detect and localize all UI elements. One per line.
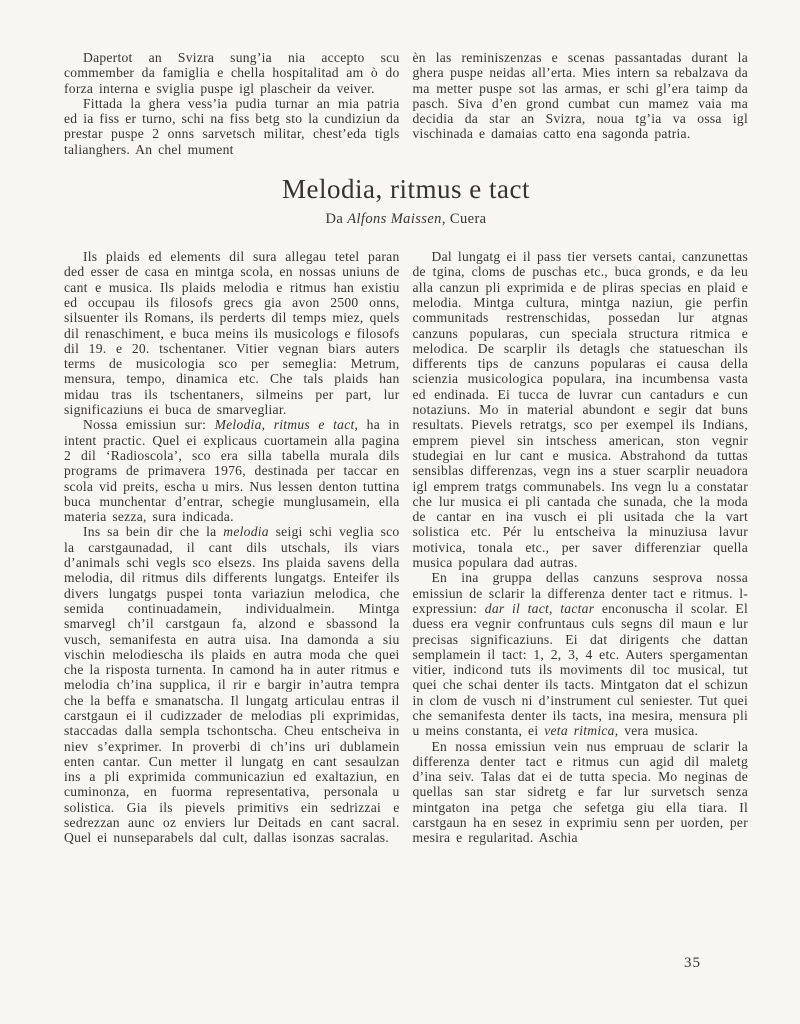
paragraph: En ina gruppa dellas canzuns sesprova nossa emissiun de sclarir la differenza denter tact e ritmus. l-expressiun: dar il tact, tactar enconuscha il scolar. El duess era vegnir confruntaus culs segns dil maun e lur precisas significaziuns. Ei dat dirigents che dattan semplamein il tact: 1, 2, 3, 4 etc. Auters spergamentan vitier, indicond tuts ils moviments dil toc musical, tut quei che schai denter ils tacts. Mintgaton dat el schizun in clom de vusch ni d’instrument cul seniester. Tut quei che semanifesta denter ils tacts, ina mesira, mensura pli u meins constanta, ei veta ritmica, vera musica. [412, 570, 748, 739]
article-body-section [64, 249, 748, 846]
paragraph: Ils plaids ed elements dil sura allegau tetel paran ded esser de casa en mintga scola, en nossas uniuns de cant e musica. Ils plaids melodia e ritmus han existiu ed occupau ils filosofs grecs gia avon 2500 onns, silsuenter ils Romans, ils perderts dil temps miez, quels dil renaschiment, e buca meins ils musicologs e filosofs dil 19. e 20. tschentaner. Vitier vegnan biars auters terms de musicologia sco per semeglia: Metrum, mensura, tempo, dinamica etc. Che tals plaids han midau tras ils tschentaners, silmeins per part, lur significaziuns ei buca de smarvegliar. [64, 249, 400, 418]
paragraph: Dapertot an Svizra sung’ia nia accepto scu commember da famiglia e chella hospitalitad am ò do forza interna e sviglia puspe igl plascheir da veiver. [64, 50, 400, 96]
author-name: Alfons Maissen [347, 211, 442, 228]
paragraph: Ins sa bein dir che la melodia seigi schi veglia sco la carstgaunadad, il cant dils utschals, ils viars d’animals schi vegls sco elsezs. Ins plaida savens della melodia, dil ritmus dils differents lungatgs. Enteifer ils divers lungatgs puspei tonta variaziun melodica, che semida continuadamein, individualmein. Mintga smarvegl ch’il carstgaun fa, alzond e sbassond la vusch, semanifesta en autra uisa. Ina damonda a siu vischin melodiescha ils plaids en autra moda che quei che la risposta turnenta. In camond ha in auter ritmus e melodia ch’ina supplica, il rir e bargir in’autra tempra che la beffa e smanatscha. Il lungatg articulau entras il carstgaun ei il cudizzader de melodias pli exprimidas, staccadas dalla sempla tschontscha. Cheu entscheiva in niev s’exprimer. In proverbi di ch’ins uri dublamein enten cantar. Cun metter il lungatg en cant sesaulzan ins a pli exprimida communicaziun ed exaltaziun, en cuminonza, en fuorma representativa, personala u solistica. Gia ils pievels primitivs ein sedrizzai e sedrezzan aunc oz enviers lur Deitads en cant sacral. Quel ei nunseparabels dal cult, dallas isonzas sacralas. [64, 524, 400, 846]
byline-prefix: Da [325, 211, 348, 228]
page-number: 35 [684, 955, 701, 971]
prelude-section [64, 50, 748, 157]
paragraph: Dal lungatg ei il pass tier versets cantai, canzunettas de tgina, cloms de puschas etc., buca gronds, e da leu alla canzun pli exprimida e de pliras specias en plaid e melodia. Mintga cultura, mintga naziun, gie perfin communitads restrenschidas, possedan lur atgnas canzuns popularas, cun speciala structura ritmica e melodica. De scarplir ils detagls che statueschan ils differents tips de canzuns popularas ei causa della scienzia musicologica populara, ina incumbensa vasta ed endinada. Ei tucca de luvrar cun cantadurs e cun notaziuns. Mo in material abundont e segir dat buns resultats. Pievels retratgs, sco per exempel ils Indians, emprem pievel sin intschess american, ston vegnir studegiai en lur cant e musica. Abstrahond da tuttas sensiblas differenzas, vegn ins a stuer scarplir neuadora igl emprem tratgs communabels. Ins vegn lu a constatar che lur musica ei pli cantada che sunada, che la moda de cantar en ina vusch ei pli usitada che la vart solistica etc. Pér lu entscheiva la minuziusa lavur motivica, tonala etc., per saver differenziar quella musica populara dad autras. [412, 249, 748, 571]
body-right-column [413, 249, 749, 846]
paragraph: En nossa emissiun vein nus empruau de sclarir la differenza denter tact e ritmus cun agid dil maletg d’ina seiv. Talas dat ei de tutta specia. Mo neginas de quellas san star sidretg e far lur survetsch senza mintgaton ina petga che sefetga giu ella tiara. Il carstgaun ha en sesez in exprimiu senn per uorden, per mesira e regularitad. Aschia [412, 738, 748, 846]
prelude-right-column [413, 50, 749, 157]
article-title: Melodia, ritmus e tact [282, 174, 530, 205]
body-left-column [64, 249, 400, 846]
paragraph: èn las reminiszenzas e scenas passantadas durant la ghera puspe neidas all’erta. Mies intern sa rebalzava da ma metter puspe sot las armas, er schi gl’era taimp da pasch. Siva d’en grond cumbat cun mamez vaia ma decidia da star an Svizra, noua tg’ia va ossa igl vischinada e damaias catto ena sagonda patria. [412, 50, 748, 142]
paragraph: Nossa emissiun sur: Melodia, ritmus e tact, ha in intent practic. Quel ei explicaus cuortamein alla pagina 2 dil ‘Radioscola’, sco era silla tabella murala dils programs de primavera 1976, destinada per taccar en scola vid preits, escha u mirs. Nus lessen denton tuttina buca munchentar d’entrar, schegie munglusamein, ella materia sezza, sura indicada. [64, 417, 400, 525]
article-byline [64, 211, 748, 228]
article-header [64, 174, 748, 228]
paragraph: Fittada la ghera vess’ia pudia turnar an mia patria ed ia fiss er turno, schi na fiss betg sto la cundiziun da prestar puspe 2 onns sarvetsch militar, chest’eda tigls talianghers. An chel mument [64, 95, 400, 157]
prelude-left-column [64, 50, 400, 157]
byline-suffix: , Cuera [441, 211, 487, 228]
